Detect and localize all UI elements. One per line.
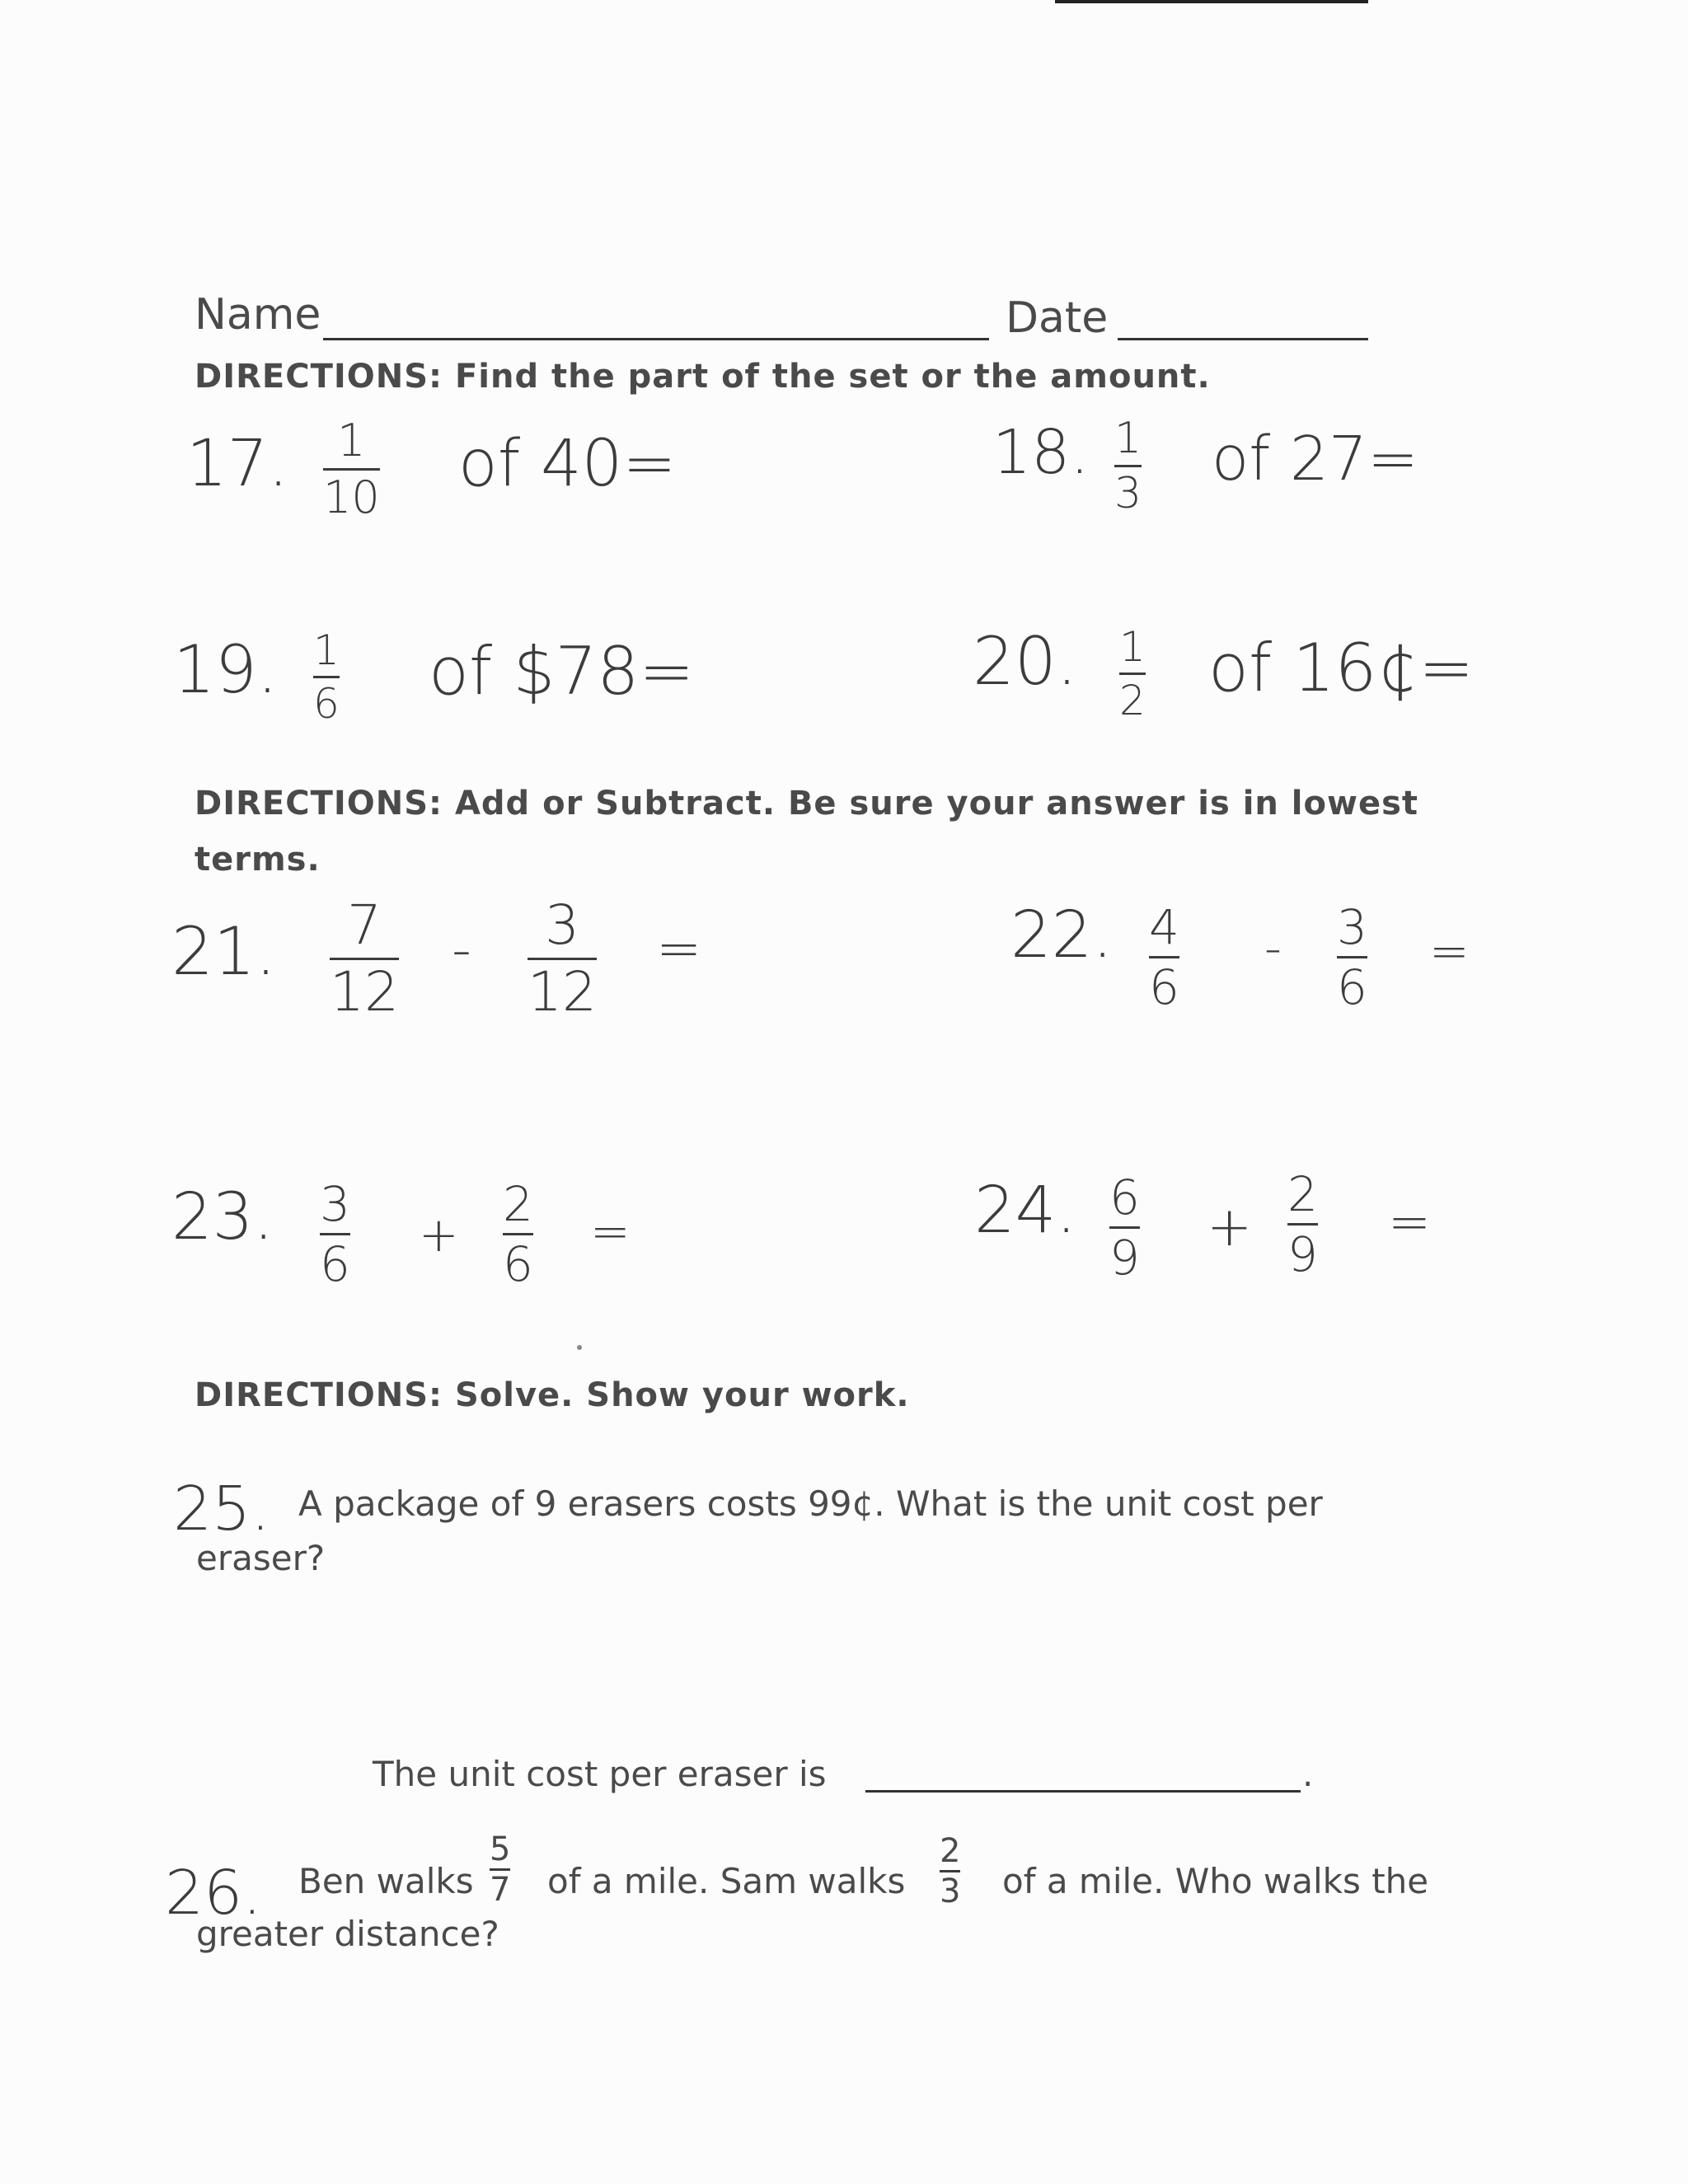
- denominator: 3: [940, 1872, 961, 1910]
- problem-24-operator: +: [1207, 1195, 1253, 1258]
- fraction-bar: [1109, 1226, 1140, 1229]
- scan-edge-mark: [1055, 0, 1368, 3]
- denominator: 6: [313, 680, 340, 728]
- denominator: 6: [503, 1236, 533, 1292]
- problem-20-expression: of 16¢=: [1208, 630, 1475, 706]
- scan-speck: [577, 1345, 582, 1350]
- problem-22-fraction-b: [1337, 899, 1367, 1015]
- problem-25-number: 25.: [173, 1474, 270, 1544]
- problem-23-number: 23.: [171, 1180, 274, 1254]
- numerator: 1: [1119, 623, 1146, 671]
- problem-18-fraction: [1114, 414, 1142, 518]
- problem-21-fraction-a: [330, 893, 399, 1024]
- directions-add-subtract: DIRECTIONS: Add or Subtract. Be sure your answer is in lowest: [195, 785, 1419, 823]
- answer-line[interactable]: [865, 1790, 1301, 1793]
- problem-20-number: 20.: [973, 623, 1078, 700]
- problem-19-fraction: [313, 626, 340, 728]
- problem-23-operator: +: [419, 1207, 459, 1263]
- directions-add-subtract-continued: terms.: [195, 841, 321, 879]
- problem-17-number: 17.: [186, 427, 289, 501]
- denominator: 12: [528, 960, 597, 1024]
- numerator: 5: [490, 1830, 511, 1868]
- problem-26-fraction-sam: [940, 1832, 961, 1910]
- fraction-bar: [1287, 1223, 1318, 1226]
- problem-24-fraction-b: [1287, 1166, 1318, 1282]
- denominator: 6: [320, 1236, 350, 1292]
- problem-24-fraction-a: [1109, 1169, 1140, 1286]
- problem-19-number: 19.: [173, 631, 279, 708]
- problem-23-fraction-b: [503, 1176, 533, 1292]
- denominator: 3: [1114, 469, 1142, 518]
- name-label: Name: [195, 290, 321, 340]
- fraction-bar: [503, 1233, 533, 1235]
- numerator: 7: [346, 893, 382, 957]
- problem-26-text-continued: greater distance?: [196, 1914, 499, 1954]
- numerator: 3: [544, 893, 579, 957]
- problem-24-equals: =: [1388, 1192, 1431, 1252]
- directions-solve: DIRECTIONS: Solve. Show your work.: [195, 1376, 910, 1414]
- problem-22-fraction-a: [1149, 899, 1179, 1015]
- fraction-bar: [320, 1233, 350, 1235]
- problem-17-fraction: [323, 415, 380, 523]
- answer-period: .: [1302, 1754, 1314, 1794]
- numerator: 3: [320, 1176, 350, 1232]
- answer-prompt: The unit cost per eraser is: [373, 1754, 827, 1794]
- problem-18-number: 18.: [992, 417, 1090, 488]
- problem-25-text: A package of 9 erasers costs 99¢. What is the unit cost per: [298, 1483, 1323, 1524]
- problem-21-number: 21.: [171, 913, 277, 990]
- problem-21-equals: =: [656, 916, 702, 980]
- fraction-bar: [323, 468, 380, 471]
- fraction-bar: [1337, 956, 1367, 958]
- numerator: 1: [1114, 414, 1142, 463]
- denominator: 10: [323, 471, 380, 523]
- fraction-bar: [1149, 956, 1179, 958]
- numerator: 1: [337, 415, 366, 466]
- numerator: 2: [1287, 1166, 1318, 1222]
- problem-20-fraction: [1119, 623, 1146, 724]
- problem-26-text-part3: of a mile. Who walks the: [1002, 1861, 1429, 1901]
- numerator: 2: [503, 1176, 533, 1232]
- fraction-bar: [1114, 465, 1142, 467]
- problem-21-fraction-b: [528, 893, 597, 1024]
- numerator: 2: [940, 1832, 961, 1870]
- problem-22-number: 22.: [1010, 898, 1114, 972]
- problem-23-equals: =: [590, 1203, 631, 1259]
- problem-25-text-continued: eraser?: [196, 1538, 326, 1578]
- denominator: 2: [1119, 677, 1146, 724]
- denominator: 6: [1149, 959, 1179, 1015]
- problem-26-fraction-ben: [490, 1830, 511, 1909]
- problem-26-number: 26.: [165, 1858, 262, 1929]
- numerator: 1: [313, 626, 340, 674]
- numerator: 4: [1149, 899, 1179, 955]
- date-field-line[interactable]: [1118, 338, 1368, 340]
- name-field-line[interactable]: [323, 338, 989, 340]
- denominator: 7: [490, 1871, 511, 1909]
- denominator: 9: [1109, 1230, 1140, 1286]
- problem-18-expression: of 27=: [1212, 424, 1419, 494]
- denominator: 12: [330, 960, 399, 1024]
- date-label: Date: [1006, 293, 1109, 343]
- fraction-bar: [1119, 673, 1146, 675]
- fraction-bar: [313, 676, 340, 678]
- numerator: 6: [1109, 1169, 1140, 1226]
- problem-17-expression: of 40=: [458, 427, 677, 501]
- problem-24-number: 24.: [974, 1174, 1077, 1248]
- denominator: 6: [1337, 959, 1367, 1015]
- problem-19-expression: of $78=: [429, 633, 695, 710]
- directions-find-part: DIRECTIONS: Find the part of the set or the amount.: [195, 358, 1211, 396]
- problem-26-text-part2: of a mile. Sam walks: [547, 1861, 906, 1901]
- problem-22-equals: =: [1429, 923, 1470, 979]
- denominator: 9: [1287, 1226, 1318, 1282]
- problem-26-text-part1: Ben walks: [298, 1861, 474, 1901]
- problem-23-fraction-a: [320, 1176, 350, 1292]
- problem-21-operator: -: [452, 918, 471, 982]
- problem-22-operator: -: [1264, 920, 1282, 976]
- numerator: 3: [1337, 899, 1367, 955]
